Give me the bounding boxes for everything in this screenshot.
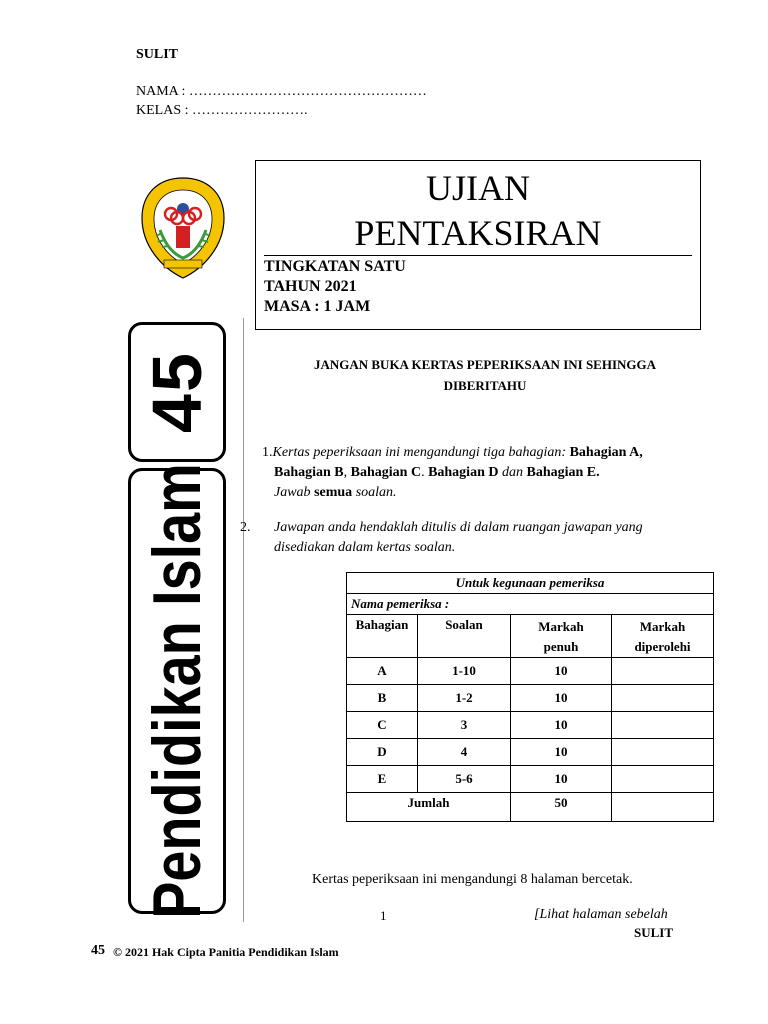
exam-title-line1: UJIAN <box>426 168 530 208</box>
spine-label <box>128 322 226 919</box>
table-row <box>347 658 714 685</box>
page-count-note: Kertas peperiksaan ini mengandungi 8 halaman bercetak. <box>312 872 633 887</box>
exam-title-line2: PENTAKSIRAN <box>354 213 602 253</box>
cell-bahagian: E <box>347 766 418 793</box>
instruction-1-line2 <box>274 465 600 481</box>
table-title: Untuk kegunaan pemeriksa <box>347 573 714 594</box>
subject-code: 45 <box>138 351 216 433</box>
col-header-bahagian: Bahagian <box>347 615 418 658</box>
section-b-label: Bahagian B <box>274 465 344 480</box>
instruction-1-number: 1. <box>262 445 273 460</box>
subject-name-box <box>128 463 226 919</box>
warning-line2: DIBERITAHU <box>443 378 527 393</box>
cell-markah-penuh: 10 <box>511 739 612 766</box>
instruction-2-number: 2. <box>240 520 251 535</box>
instruction-2-line1: Jawapan anda hendaklah ditulis di dalam ruangan jawapan yang <box>274 520 643 535</box>
cell-bahagian: D <box>347 739 418 766</box>
section-a-label: Bahagian A, <box>569 445 643 460</box>
instruction-1 <box>262 445 643 461</box>
cell-soalan: 5-6 <box>418 766 511 793</box>
school-crest-icon <box>138 176 228 280</box>
table-row <box>347 685 714 712</box>
all-text: semua <box>314 485 353 500</box>
cell-markah-diperolehi[interactable] <box>612 766 714 793</box>
title-box <box>255 160 701 330</box>
vertical-divider <box>243 318 244 922</box>
examiner-score-table <box>346 572 714 822</box>
total-label: Jumlah <box>347 793 511 822</box>
form-level: TINGKATAN SATU <box>264 258 406 275</box>
footer-code: 45 <box>91 943 105 958</box>
sulit-footer: SULIT <box>634 925 674 940</box>
col-header-markah-diperolehi <box>612 615 714 658</box>
instruction-2-line2: disediakan dalam kertas soalan. <box>274 540 456 555</box>
section-c-label: Bahagian C <box>350 465 422 480</box>
total-diperolehi[interactable] <box>612 793 714 822</box>
section-e-label: Bahagian E. <box>526 465 600 480</box>
cell-markah-diperolehi[interactable] <box>612 658 714 685</box>
col-header-soalan: Soalan <box>418 615 511 658</box>
nama-field: NAMA : …………………………………………… <box>136 84 427 99</box>
table-total-row <box>347 793 714 822</box>
exam-duration: MASA : 1 JAM <box>264 298 371 315</box>
table-row <box>347 766 714 793</box>
separator: . <box>421 465 429 480</box>
cell-markah-diperolehi[interactable] <box>612 685 714 712</box>
separator: , <box>343 465 351 480</box>
kelas-field: KELAS : ……………………. <box>136 103 308 118</box>
copyright-notice: © 2021 Hak Cipta Panitia Pendidikan Islam <box>113 945 339 959</box>
questions-text: soalan. <box>352 485 397 500</box>
table-row <box>347 712 714 739</box>
instruction-1-line3 <box>274 485 397 501</box>
total-value: 50 <box>511 793 612 822</box>
cell-markah-penuh: 10 <box>511 712 612 739</box>
cell-markah-penuh: 10 <box>511 685 612 712</box>
sulit-header: SULIT <box>136 47 179 62</box>
page-number: 1 <box>380 908 387 923</box>
section-d-label: Bahagian D <box>428 465 499 480</box>
cell-markah-penuh: 10 <box>511 658 612 685</box>
cell-bahagian: B <box>347 685 418 712</box>
cell-bahagian: A <box>347 658 418 685</box>
table-row <box>347 739 714 766</box>
cell-soalan: 1-10 <box>418 658 511 685</box>
header-line: penuh <box>543 639 579 654</box>
cell-soalan: 4 <box>418 739 511 766</box>
header-line: diperolehi <box>634 639 691 654</box>
school-logo <box>138 176 228 280</box>
examiner-name-field: Nama pemeriksa : <box>347 594 714 615</box>
cell-markah-penuh: 10 <box>511 766 612 793</box>
subject-name: Pendidikan Islam <box>139 463 215 919</box>
conjunction: dan <box>498 465 527 480</box>
cell-soalan: 1-2 <box>418 685 511 712</box>
cell-markah-diperolehi[interactable] <box>612 739 714 766</box>
warning-line1: JANGAN BUKA KERTAS PEPERIKSAAN INI SEHINGGA <box>313 357 657 372</box>
instruction-1-text: Kertas peperiksaan ini mengandungi tiga bahagian: <box>272 445 570 460</box>
title-divider <box>264 255 692 256</box>
answer-text: Jawab <box>274 485 315 500</box>
header-line: Markah <box>639 619 686 634</box>
col-header-markah-penuh <box>511 615 612 658</box>
subject-code-box <box>128 322 226 462</box>
next-page-note: [Lihat halaman sebelah <box>534 907 668 922</box>
cell-bahagian: C <box>347 712 418 739</box>
cell-markah-diperolehi[interactable] <box>612 712 714 739</box>
exam-year: TAHUN 2021 <box>264 278 357 295</box>
cell-soalan: 3 <box>418 712 511 739</box>
header-line: Markah <box>538 619 584 634</box>
